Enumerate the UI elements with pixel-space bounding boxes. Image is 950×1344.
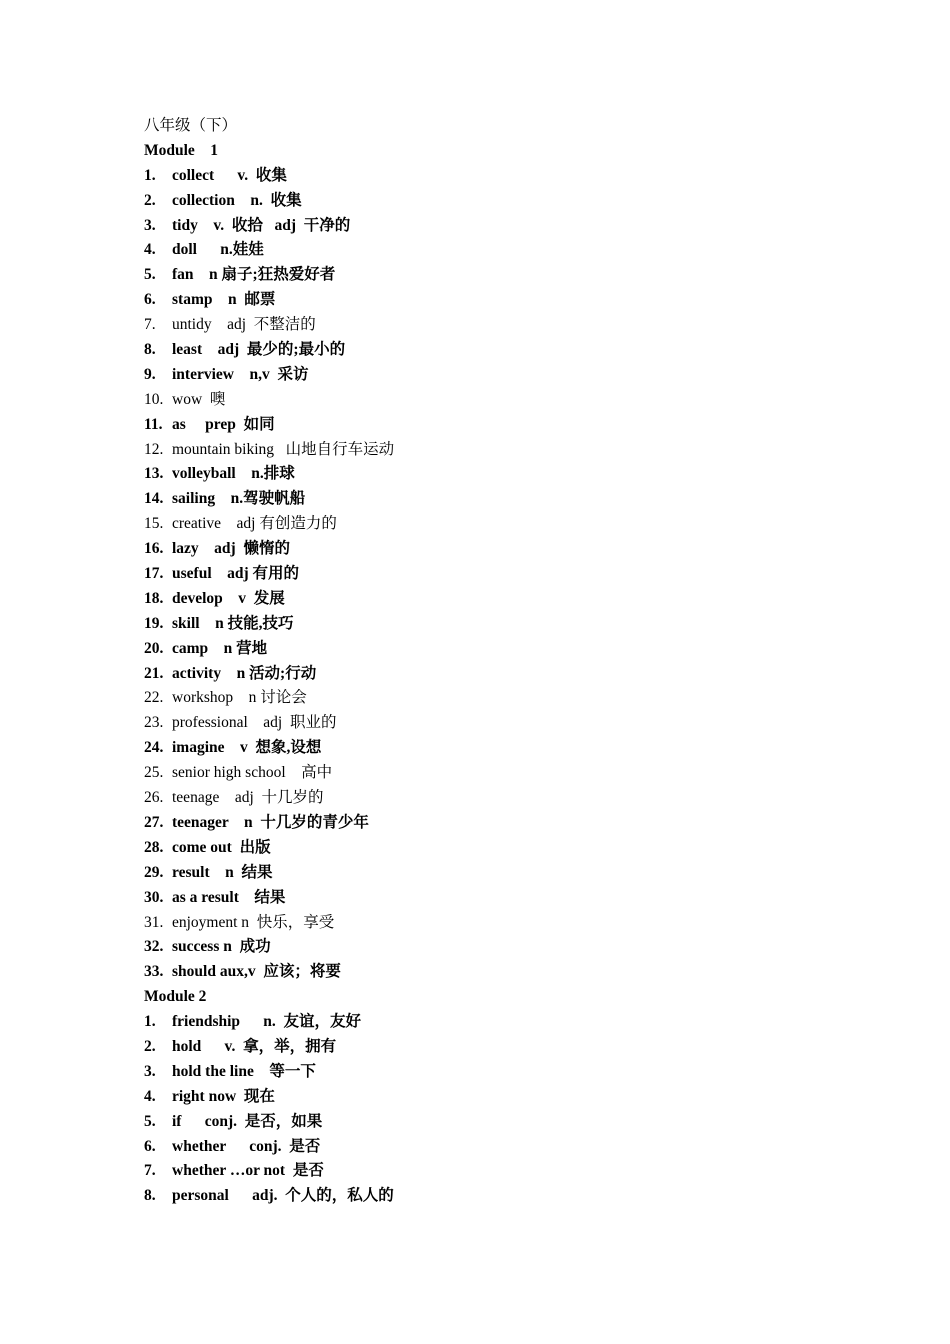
item-text: interview n,v 采访 xyxy=(172,365,309,383)
item-number: 31. xyxy=(144,913,164,931)
vocab-item xyxy=(144,189,844,214)
item-number: 6. xyxy=(144,1137,156,1155)
item-number: 23. xyxy=(144,714,164,732)
item-number: 7. xyxy=(144,1162,156,1180)
item-number: 1. xyxy=(144,166,156,184)
item-text: teenage adj 十几岁的 xyxy=(172,789,324,807)
item-number: 29. xyxy=(144,863,164,881)
vocab-item xyxy=(144,288,844,313)
item-text: least adj 最少的;最小的 xyxy=(172,341,346,359)
item-text: as a result 结果 xyxy=(172,888,286,906)
item-text: sailing n.驾驶帆船 xyxy=(172,490,306,508)
item-text: wow 噢 xyxy=(172,390,226,408)
item-text: collection n. 收集 xyxy=(172,191,302,209)
item-number: 2. xyxy=(144,1037,156,1055)
vocab-item xyxy=(144,886,844,911)
item-number: 27. xyxy=(144,813,164,831)
vocab-item xyxy=(144,612,844,637)
item-number: 7. xyxy=(144,316,156,334)
vocab-item xyxy=(144,1060,844,1085)
item-text: result n 结果 xyxy=(172,863,273,881)
item-text: tidy v. 收拾 adj 干净的 xyxy=(172,216,351,234)
vocab-item xyxy=(144,164,844,189)
vocab-item xyxy=(144,1110,844,1135)
vocab-item xyxy=(144,263,844,288)
vocab-item xyxy=(144,562,844,587)
item-number: 5. xyxy=(144,266,156,284)
vocab-item xyxy=(144,736,844,761)
item-text: senior high school 高中 xyxy=(172,764,333,782)
item-number: 30. xyxy=(144,888,164,906)
vocab-item xyxy=(144,662,844,687)
vocab-item xyxy=(144,238,844,263)
vocab-item xyxy=(144,313,844,338)
item-number: 16. xyxy=(144,540,164,558)
vocab-item xyxy=(144,811,844,836)
item-number: 8. xyxy=(144,1187,156,1205)
item-text: as prep 如同 xyxy=(172,415,275,433)
item-number: 1. xyxy=(144,1013,156,1031)
item-text: enjoyment n 快乐，享受 xyxy=(172,913,335,931)
vocab-item xyxy=(144,761,844,786)
item-number: 21. xyxy=(144,664,164,682)
item-text: activity n 活动;行动 xyxy=(172,664,317,682)
item-number: 10. xyxy=(144,390,164,408)
item-text: should aux,v 应该；将要 xyxy=(172,963,341,981)
vocab-item xyxy=(144,487,844,512)
item-text: creative adj 有创造力的 xyxy=(172,515,337,533)
vocab-item xyxy=(144,1159,844,1184)
item-text: personal adj. 个人的，私人的 xyxy=(172,1187,394,1205)
item-text: come out 出版 xyxy=(172,838,271,856)
vocab-item xyxy=(144,1010,844,1035)
module-2-list xyxy=(144,1010,844,1209)
vocab-item xyxy=(144,537,844,562)
item-text: fan n 扇子;狂热爱好者 xyxy=(172,266,336,284)
vocabulary-document xyxy=(144,114,844,1209)
item-text: imagine v 想象,设想 xyxy=(172,739,322,757)
vocab-item xyxy=(144,836,844,861)
item-number: 32. xyxy=(144,938,164,956)
document-title: 八年级（下） xyxy=(144,117,238,134)
item-text: develop v 发展 xyxy=(172,589,285,607)
item-number: 3. xyxy=(144,216,156,234)
item-number: 15. xyxy=(144,515,164,533)
item-text: teenager n 十几岁的青少年 xyxy=(172,813,369,831)
item-number: 20. xyxy=(144,639,164,657)
item-number: 25. xyxy=(144,764,164,782)
vocab-item xyxy=(144,438,844,463)
item-number: 11. xyxy=(144,415,163,433)
item-text: right now 现在 xyxy=(172,1087,275,1105)
item-number: 4. xyxy=(144,1087,156,1105)
item-number: 19. xyxy=(144,614,164,632)
item-number: 2. xyxy=(144,191,156,209)
vocab-item xyxy=(144,1135,844,1160)
item-number: 33. xyxy=(144,963,164,981)
item-text: camp n 营地 xyxy=(172,639,268,657)
item-number: 4. xyxy=(144,241,156,259)
vocab-item xyxy=(144,1184,844,1209)
vocab-item xyxy=(144,711,844,736)
vocab-item xyxy=(144,960,844,985)
item-number: 9. xyxy=(144,365,156,383)
item-number: 14. xyxy=(144,490,164,508)
vocab-item xyxy=(144,1035,844,1060)
item-number: 3. xyxy=(144,1062,156,1080)
item-text: friendship n. 友谊，友好 xyxy=(172,1013,362,1031)
item-text: useful adj 有用的 xyxy=(172,565,300,583)
item-text: doll n.娃娃 xyxy=(172,241,264,259)
item-number: 26. xyxy=(144,789,164,807)
item-text: lazy adj 懒惰的 xyxy=(172,540,290,558)
vocab-item xyxy=(144,686,844,711)
module-1-heading: Module 1 xyxy=(144,141,219,159)
item-text: whether …or not 是否 xyxy=(172,1162,324,1180)
item-number: 28. xyxy=(144,838,164,856)
item-text: skill n 技能,技巧 xyxy=(172,614,294,632)
item-text: whether conj. 是否 xyxy=(172,1137,321,1155)
item-number: 22. xyxy=(144,689,164,707)
item-text: untidy adj 不整洁的 xyxy=(172,316,316,334)
item-number: 6. xyxy=(144,291,156,309)
item-text: workshop n 讨论会 xyxy=(172,689,307,707)
module-1-list xyxy=(144,164,844,985)
item-number: 18. xyxy=(144,589,164,607)
vocab-item xyxy=(144,338,844,363)
vocab-item xyxy=(144,214,844,239)
item-text: hold v. 拿，举，拥有 xyxy=(172,1037,337,1055)
vocab-item xyxy=(144,861,844,886)
item-number: 17. xyxy=(144,565,164,583)
vocab-item xyxy=(144,413,844,438)
item-text: professional adj 职业的 xyxy=(172,714,337,732)
item-text: collect v. 收集 xyxy=(172,166,287,184)
item-number: 5. xyxy=(144,1112,156,1130)
vocab-item xyxy=(144,462,844,487)
vocab-item xyxy=(144,388,844,413)
vocab-item xyxy=(144,637,844,662)
vocab-item xyxy=(144,512,844,537)
item-text: volleyball n.排球 xyxy=(172,465,295,483)
item-text: hold the line 等一下 xyxy=(172,1062,316,1080)
item-text: stamp n 邮票 xyxy=(172,291,276,309)
item-text: if conj. 是否，如果 xyxy=(172,1112,323,1130)
item-number: 12. xyxy=(144,440,164,458)
item-number: 13. xyxy=(144,465,164,483)
vocab-item xyxy=(144,786,844,811)
vocab-item xyxy=(144,363,844,388)
item-number: 8. xyxy=(144,341,156,359)
vocab-item xyxy=(144,911,844,936)
item-text: success n 成功 xyxy=(172,938,271,956)
vocab-item xyxy=(144,1085,844,1110)
vocab-item xyxy=(144,587,844,612)
module-2-heading: Module 2 xyxy=(144,988,207,1006)
vocab-item xyxy=(144,935,844,960)
item-text: mountain biking 山地自行车运动 xyxy=(172,440,395,458)
item-number: 24. xyxy=(144,739,164,757)
